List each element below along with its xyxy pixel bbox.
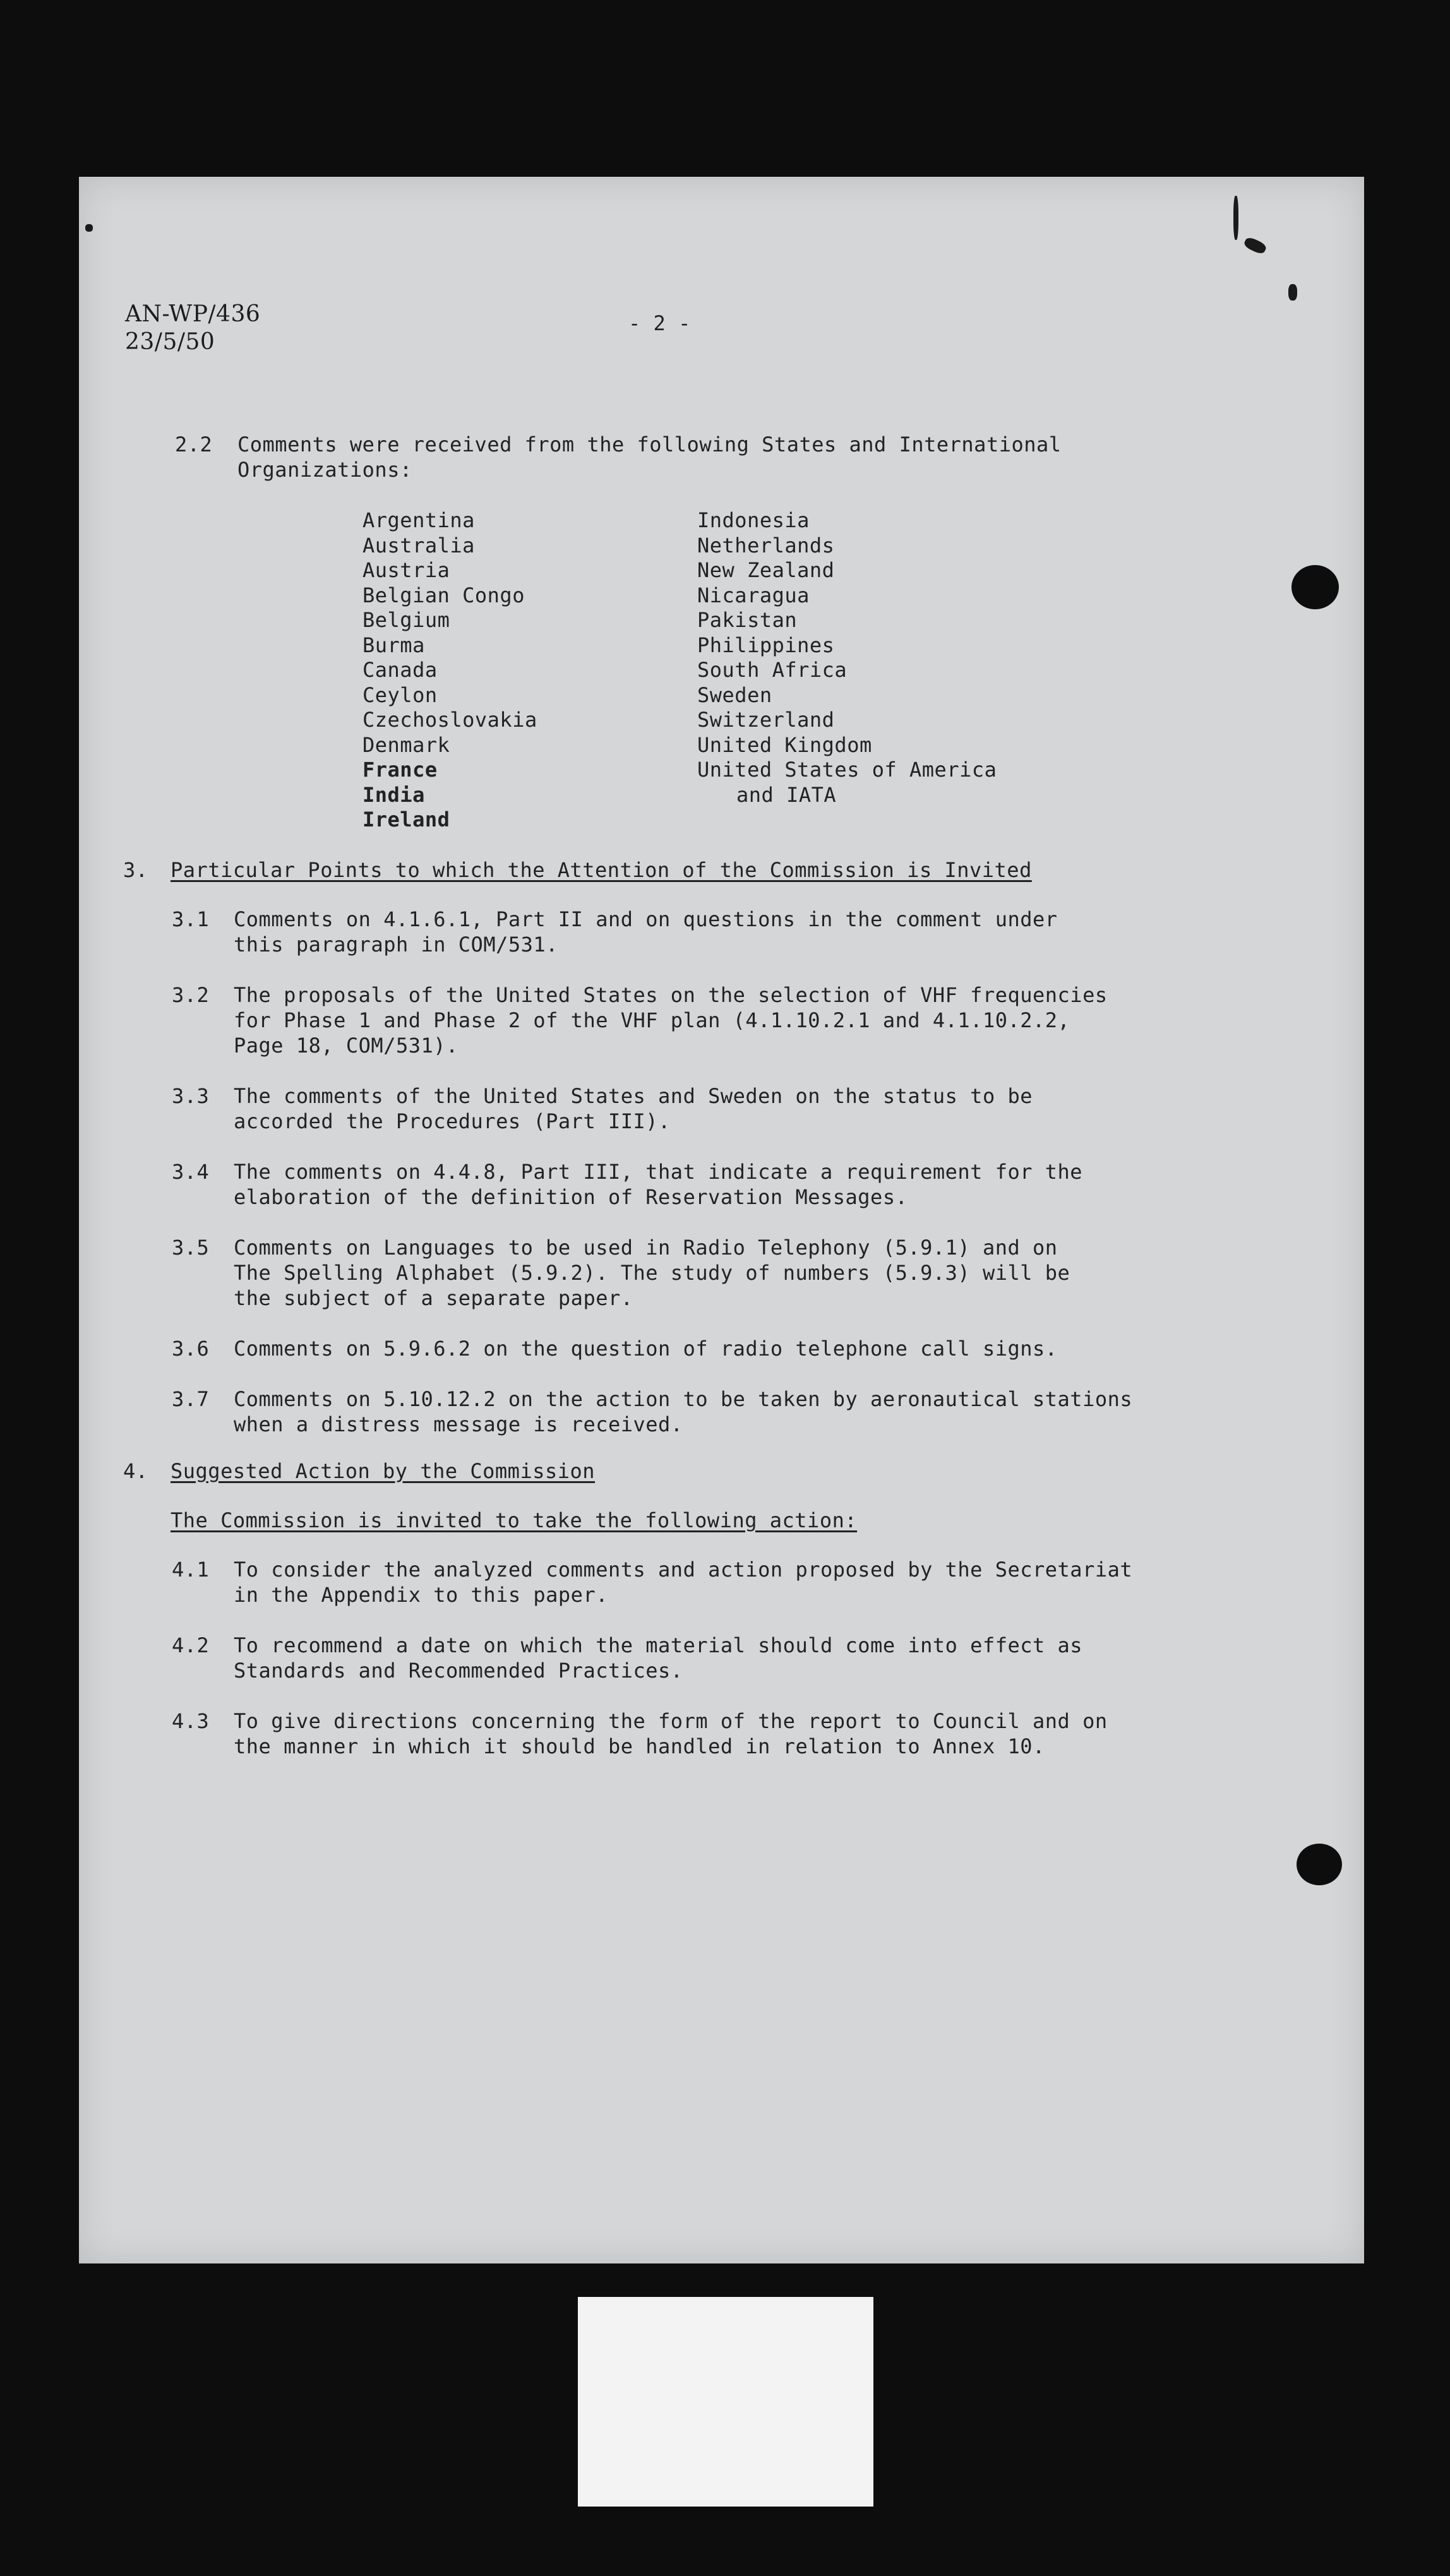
- item-text-line: To recommend a date on which the material should come into effect as: [234, 1633, 1083, 1657]
- item-text-line: the subject of a separate paper.: [234, 1286, 633, 1310]
- state-name: Sweden: [697, 683, 772, 707]
- state-name: Burma: [362, 633, 425, 657]
- item-text-line: The comments on 4.4.8, Part III, that indicate a requirement for the: [234, 1160, 1083, 1184]
- item-text-line: this paragraph in COM/531.: [234, 933, 558, 957]
- item-number: 3.6: [172, 1337, 210, 1361]
- item-text-line: the manner in which it should be handled in relation to Annex 10.: [234, 1734, 1045, 1758]
- punch-hole: [1297, 1844, 1342, 1885]
- item-text-line: Comments on Languages to be used in Radio Telephony (5.9.1) and on: [234, 1236, 1058, 1260]
- state-name: South Africa: [697, 658, 848, 682]
- item-number: 3.4: [172, 1160, 210, 1184]
- item-text-line: Standards and Recommended Practices.: [234, 1659, 683, 1683]
- state-name: Denmark: [362, 732, 450, 757]
- item-text-line: Comments on 4.1.6.1, Part II and on questions in the comment under: [234, 907, 1058, 931]
- state-name: Nicaragua: [697, 583, 810, 607]
- state-name: Switzerland: [697, 708, 835, 732]
- section-intro: The Commission is invited to take the following action:: [171, 1508, 858, 1532]
- state-name: Austria: [362, 558, 450, 582]
- section-number: 3.: [123, 858, 148, 882]
- item-number: 4.1: [172, 1558, 210, 1582]
- item-number: 3.3: [172, 1084, 210, 1108]
- item-number: 3.1: [172, 907, 210, 931]
- item-text-line: Comments on 5.10.12.2 on the action to be taken by aeronautical stations: [234, 1387, 1133, 1411]
- item-text-line: The Spelling Alphabet (5.9.2). The study of numbers (5.9.3) will be: [234, 1261, 1070, 1285]
- document-page: [79, 177, 1364, 2263]
- item-number: 3.2: [172, 983, 210, 1007]
- edge-mark: [85, 224, 93, 232]
- state-name: Canada: [362, 658, 438, 682]
- section-heading: Suggested Action by the Commission: [171, 1459, 596, 1483]
- item-text-line: for Phase 1 and Phase 2 of the VHF plan (4.1.10.2.1 and 4.1.10.2.2,: [234, 1008, 1070, 1032]
- edge-mark: [1243, 236, 1267, 255]
- state-name: Netherlands: [697, 533, 835, 558]
- item-text-line: in the Appendix to this paper.: [234, 1583, 608, 1607]
- reference-number: AN-WP/436: [125, 301, 261, 327]
- section-number: 2.2: [175, 432, 213, 456]
- state-name: Belgium: [362, 608, 450, 632]
- state-name: Pakistan: [697, 608, 798, 632]
- item-number: 3.7: [172, 1387, 210, 1411]
- state-name: Ireland: [362, 808, 450, 832]
- state-name: Philippines: [697, 633, 835, 657]
- archive-label-card: [578, 2297, 873, 2507]
- section-number: 4.: [123, 1459, 148, 1483]
- state-name: Australia: [362, 533, 475, 558]
- item-text-line: To consider the analyzed comments and action proposed by the Secretariat: [234, 1558, 1133, 1582]
- state-name: United Kingdom: [697, 732, 872, 757]
- state-name: Argentina: [362, 508, 475, 532]
- state-name: New Zealand: [697, 558, 835, 582]
- item-text-line: Page 18, COM/531).: [234, 1034, 458, 1058]
- item-text-line: when a distress message is received.: [234, 1412, 683, 1436]
- item-number: 4.2: [172, 1633, 210, 1657]
- state-name: Belgian Congo: [362, 583, 525, 607]
- section-heading: Particular Points to which the Attention of the Commission is Invited: [171, 858, 1032, 882]
- page-number: - 2 -: [628, 311, 691, 335]
- item-number: 4.3: [172, 1709, 210, 1733]
- state-name: France: [362, 758, 438, 782]
- state-name: Czechoslovakia: [362, 708, 537, 732]
- item-text-line: elaboration of the definition of Reservation Messages.: [234, 1185, 908, 1209]
- item-text-line: accorded the Procedures (Part III).: [234, 1109, 671, 1133]
- edge-mark: [1233, 196, 1238, 240]
- paragraph-line: Comments were received from the following States and International: [237, 432, 1062, 456]
- item-text-line: The comments of the United States and Sweden on the status to be: [234, 1084, 1033, 1108]
- edge-mark: [1288, 284, 1297, 301]
- item-text-line: The proposals of the United States on the selection of VHF frequencies: [234, 983, 1108, 1007]
- state-name: India: [362, 782, 425, 807]
- paragraph-line: Organizations:: [237, 458, 412, 482]
- reference-date: 23/5/50: [125, 329, 215, 355]
- punch-hole: [1291, 565, 1339, 609]
- state-name: Indonesia: [697, 508, 810, 532]
- state-name: and IATA: [736, 782, 837, 807]
- item-text-line: To give directions concerning the form of the report to Council and on: [234, 1709, 1108, 1733]
- item-number: 3.5: [172, 1236, 210, 1260]
- item-text-line: Comments on 5.9.6.2 on the question of radio telephone call signs.: [234, 1337, 1058, 1361]
- state-name: United States of America: [697, 758, 997, 782]
- state-name: Ceylon: [362, 683, 438, 707]
